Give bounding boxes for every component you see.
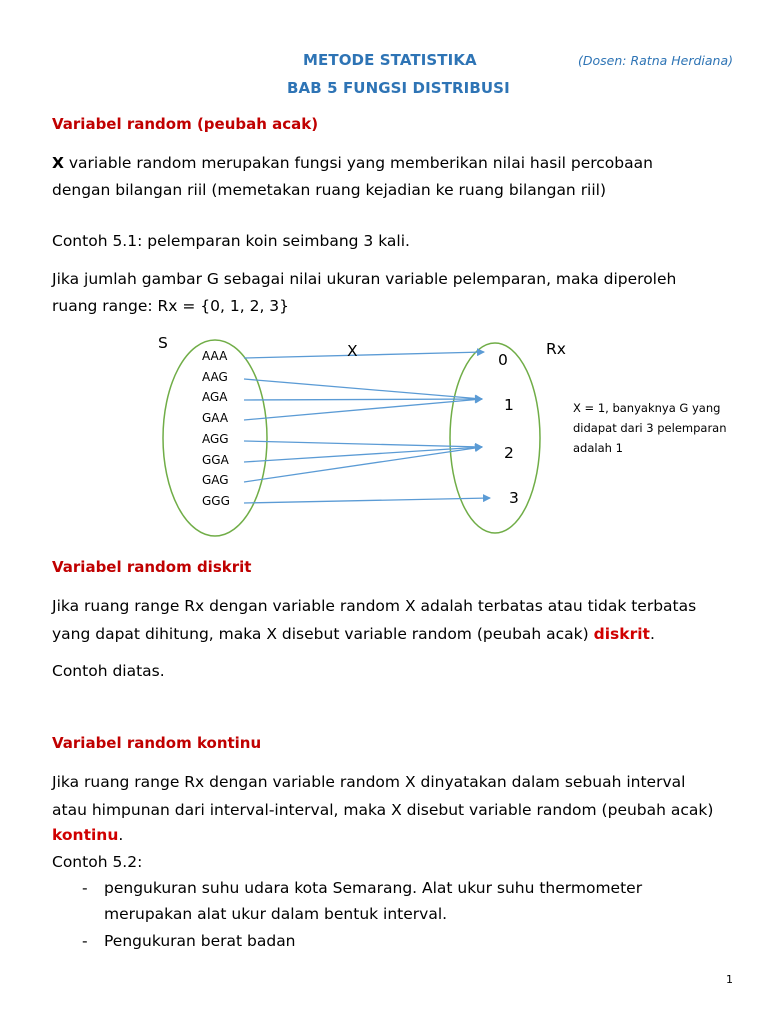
- list-item-2-line-1: Pengukuran berat badan: [104, 932, 296, 950]
- continuous-line-2: atau himpunan dari interval-interval, maka X disebut variable random (peubah acak): [52, 801, 714, 819]
- outcome-gag: GAG: [202, 473, 229, 487]
- outcome-ggg: GGG: [202, 494, 230, 508]
- label-random-variable: X: [347, 342, 358, 360]
- discrete-example: Contoh diatas.: [52, 662, 165, 680]
- continuous-line-3-end: .: [118, 826, 124, 844]
- example-5-1: Contoh 5.1: pelemparan koin seimbang 3 kali.: [52, 232, 410, 250]
- outcome-aga: AGA: [202, 390, 228, 404]
- section-heading-discrete: Variabel random diskrit: [52, 558, 252, 576]
- discrete-line-2-text: yang dapat dihitung, maka X disebut variable random (peubah acak): [52, 625, 594, 643]
- label-sample-space: S: [158, 334, 168, 352]
- mapping-arrow: [244, 441, 482, 447]
- mapping-arrow: [244, 447, 482, 462]
- definition-line-2: dengan bilangan riil (memetakan ruang kejadian ke ruang bilangan riil): [52, 181, 607, 199]
- course-title: METODE STATISTIKA: [303, 51, 477, 69]
- list-dash-2: -: [82, 932, 88, 950]
- range-value-1: 1: [504, 396, 514, 414]
- list-dash-1: -: [82, 879, 88, 897]
- outcome-agg: AGG: [202, 432, 229, 446]
- outcome-gaa: GAA: [202, 411, 229, 425]
- mapping-arrow: [244, 379, 482, 399]
- label-range-space: Rx: [546, 340, 566, 358]
- term-kontinu: kontinu: [52, 826, 119, 844]
- mapping-arrow: [244, 399, 482, 420]
- paragraph-line-1: Jika jumlah gambar G sebagai nilai ukuran variable pelemparan, maka diperoleh: [52, 270, 677, 288]
- mapping-arrow: [244, 498, 490, 503]
- diagram-note-line-3: adalah 1: [573, 441, 623, 455]
- list-item-1-line-2: merupakan alat ukur dalam bentuk interval.: [104, 905, 448, 923]
- mapping-arrow: [244, 399, 482, 400]
- arrow-group: [244, 352, 490, 503]
- section-heading-continuous: Variabel random kontinu: [52, 734, 262, 752]
- continuous-line-1: Jika ruang range Rx dengan variable random X dinyatakan dalam sebuah interval: [52, 773, 686, 791]
- outcome-aag: AAG: [202, 370, 228, 384]
- term-diskrit: diskrit: [593, 625, 650, 643]
- example-5-2: Contoh 5.2:: [52, 853, 143, 871]
- continuous-line-3: [52, 822, 123, 848]
- lecturer-note: (Dosen: Ratna Herdiana): [578, 53, 734, 68]
- page-number: 1: [726, 973, 733, 986]
- range-space-ellipse: [450, 343, 540, 533]
- outcome-aaa: AAA: [202, 349, 228, 363]
- chapter-title: BAB 5 FUNGSI DISTRIBUSI: [287, 79, 510, 97]
- discrete-line-2-end: .: [649, 625, 655, 643]
- range-value-0: 0: [498, 351, 508, 369]
- diagram-note-line-1: X = 1, banyaknya G yang: [573, 401, 721, 415]
- range-value-2: 2: [504, 444, 514, 462]
- paragraph-line-2: ruang range: Rx = {0, 1, 2, 3}: [52, 297, 290, 315]
- list-item-1-line-1: pengukuran suhu udara kota Semarang. Alat ukur suhu thermometer: [104, 879, 643, 897]
- mapping-arrow: [244, 352, 484, 358]
- definition-symbol: X: [52, 154, 64, 172]
- outcome-gga: GGA: [202, 453, 229, 467]
- discrete-line-1: Jika ruang range Rx dengan variable random X adalah terbatas atau tidak terbatas: [52, 597, 697, 615]
- range-value-3: 3: [509, 489, 519, 507]
- diagram-note-line-2: didapat dari 3 pelemparan: [573, 421, 727, 435]
- definition-text-1: variable random merupakan fungsi yang memberikan nilai hasil percobaan: [63, 154, 653, 172]
- mapping-arrow: [244, 447, 482, 482]
- discrete-line-2: [52, 621, 655, 647]
- section-heading-random-variable: Variabel random (peubah acak): [52, 115, 319, 133]
